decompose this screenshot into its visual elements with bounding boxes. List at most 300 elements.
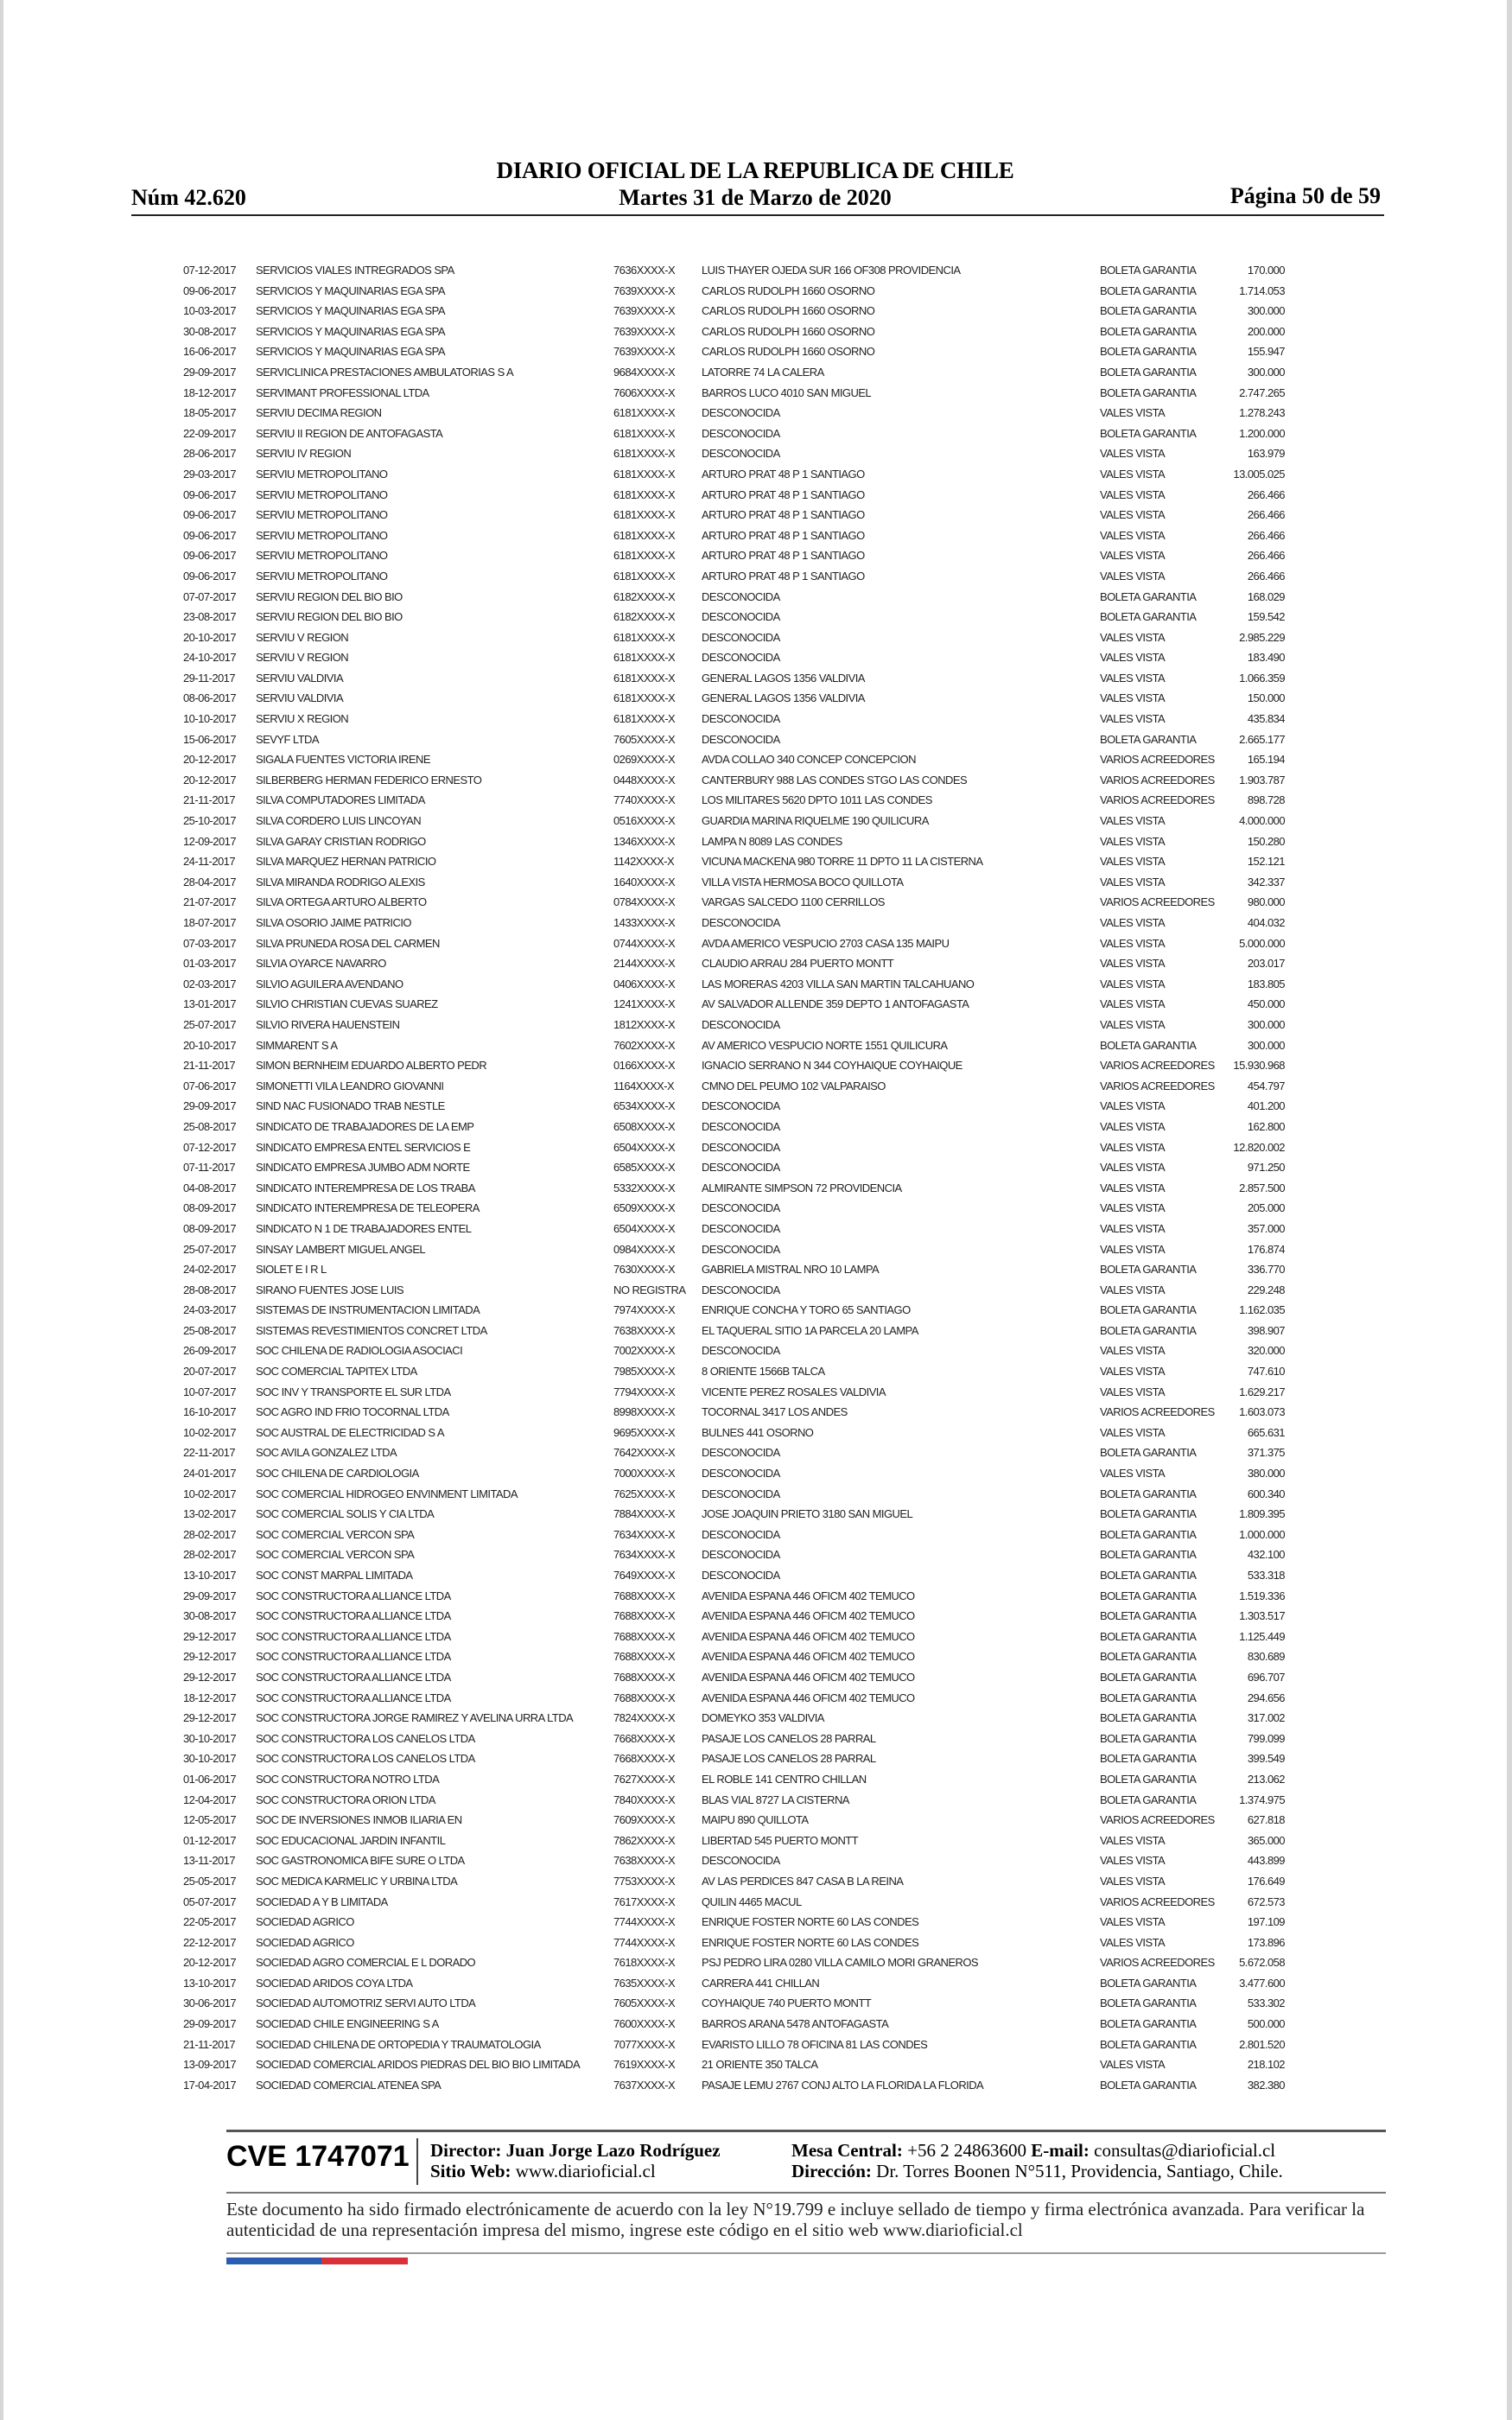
cell-address: ARTURO PRAT 48 P 1 SANTIAGO	[702, 487, 865, 501]
cell-rut: 7618XXXX-X	[613, 1956, 676, 1970]
cell-rut: 5332XXXX-X	[613, 1181, 676, 1194]
table-row	[3, 384, 1507, 404]
cell-type: VALES VISTA	[1100, 1119, 1166, 1133]
cell-date: 29-09-2017	[183, 365, 236, 379]
cell-rut: 1812XXXX-X	[613, 1017, 676, 1031]
cell-date: 29-09-2017	[183, 1099, 236, 1113]
cell-date: 07-06-2017	[183, 1079, 236, 1092]
cell-rut: 7627XXXX-X	[613, 1772, 676, 1786]
cell-rut: 7637XXXX-X	[613, 2078, 676, 2092]
cell-rut: 7630XXXX-X	[613, 1263, 676, 1277]
cell-date: 07-12-2017	[183, 264, 236, 277]
table-row	[3, 2076, 1507, 2097]
cell-rut: 7639XXXX-X	[613, 304, 676, 318]
table-row	[3, 1423, 1507, 1444]
cell-rut: 7974XXXX-X	[613, 1303, 676, 1317]
cell-type: VALES VISTA	[1100, 406, 1166, 420]
cell-type: VARIOS ACREEDORES	[1100, 1405, 1215, 1419]
cell-date: 24-10-2017	[183, 651, 236, 665]
table-row	[3, 1749, 1507, 1770]
cell-amount: 696.707	[1247, 1670, 1285, 1684]
cell-date: 12-04-2017	[183, 1793, 236, 1806]
cell-address: AVENIDA ESPANA 446 OFICM 402 TEMUCO	[702, 1670, 915, 1684]
cell-date: 28-02-2017	[183, 1548, 236, 1562]
cell-address: DESCONOCIDA	[702, 1119, 780, 1133]
cell-name: SERVIU DECIMA REGION	[256, 406, 382, 420]
cell-address: AVDA AMERICO VESPUCIO 2703 CASA 135 MAIPU	[702, 936, 950, 950]
cell-name: SOC CONSTRUCTORA NOTRO LTDA	[256, 1772, 440, 1786]
cell-address: LAMPA N 8089 LAS CONDES	[702, 834, 842, 848]
cell-address: BARROS LUCO 4010 SAN MIGUEL	[702, 385, 872, 399]
cell-name: SERVIU METROPOLITANO	[256, 467, 388, 481]
cell-amount: 15.930.968	[1233, 1059, 1285, 1073]
table-row	[3, 608, 1507, 628]
flag-red-band	[321, 2258, 408, 2264]
cell-amount: 380.000	[1247, 1467, 1285, 1481]
cell-name: SOC GASTRONOMICA BIFE SURE O LTDA	[256, 1854, 465, 1868]
cell-type: BOLETA GARANTIA	[1100, 589, 1197, 603]
cell-date: 22-05-2017	[183, 1915, 236, 1929]
table-row	[3, 588, 1507, 608]
cell-name: SINDICATO INTEREMPRESA DE TELEOPERA	[256, 1201, 480, 1215]
table-row	[3, 1872, 1507, 1893]
cell-name: SOC CONSTRUCTORA ALLIANCE LTDA	[256, 1589, 451, 1602]
issue-number: Núm 42.620	[131, 185, 246, 210]
cell-date: 10-02-2017	[183, 1425, 236, 1439]
director-name: Juan Jorge Lazo Rodríguez	[505, 2140, 721, 2161]
cell-amount: 1.162.035	[1239, 1303, 1285, 1317]
table-row	[3, 1974, 1507, 1995]
cell-address: GENERAL LAGOS 1356 VALDIVIA	[702, 691, 865, 705]
cell-amount: 200.000	[1247, 324, 1285, 338]
cell-address: VICENTE PEREZ ROSALES VALDIVIA	[702, 1385, 886, 1398]
cell-type: VALES VISTA	[1100, 1221, 1166, 1235]
cell-type: VALES VISTA	[1100, 855, 1166, 869]
cell-amount: 336.770	[1247, 1263, 1285, 1277]
cell-address: GENERAL LAGOS 1356 VALDIVIA	[702, 671, 865, 685]
cell-address: 21 ORIENTE 350 TALCA	[702, 2058, 818, 2072]
cell-date: 30-06-2017	[183, 1996, 236, 2010]
cell-type: VALES VISTA	[1100, 1854, 1166, 1868]
cell-type: VALES VISTA	[1100, 875, 1166, 888]
cell-name: SIGALA FUENTES VICTORIA IRENE	[256, 753, 430, 767]
cell-type: VALES VISTA	[1100, 834, 1166, 848]
cell-name: SOCIEDAD AGRICO	[256, 1935, 354, 1949]
cell-rut: 2144XXXX-X	[613, 957, 676, 971]
cell-amount: 165.194	[1247, 753, 1285, 767]
cell-type: VALES VISTA	[1100, 1099, 1166, 1113]
cell-type: BOLETA GARANTIA	[1100, 1263, 1197, 1277]
cell-date: 10-02-2017	[183, 1487, 236, 1500]
cell-name: SOCIEDAD AGRICO	[256, 1915, 354, 1929]
cell-rut: NO REGISTRA	[613, 1283, 686, 1296]
cell-name: SILVA ORTEGA ARTURO ALBERTO	[256, 895, 427, 909]
cell-address: PASAJE LEMU 2767 CONJ ALTO LA FLORIDA LA FLORIDA	[702, 2078, 984, 2092]
table-row	[3, 1791, 1507, 1812]
cell-amount: 266.466	[1247, 487, 1285, 501]
cell-date: 10-07-2017	[183, 1385, 236, 1398]
cell-name: SISTEMAS REVESTIMIENTOS CONCRET LTDA	[256, 1323, 487, 1337]
cell-type: VALES VISTA	[1100, 1833, 1166, 1847]
cell-date: 28-02-2017	[183, 1527, 236, 1541]
cell-date: 18-12-2017	[183, 385, 236, 399]
table-row	[3, 1485, 1507, 1506]
cell-name: SERVICIOS Y MAQUINARIAS EGA SPA	[256, 283, 445, 297]
cell-amount: 173.896	[1247, 1935, 1285, 1949]
cell-date: 23-08-2017	[183, 610, 236, 624]
cell-amount: 342.337	[1247, 875, 1285, 888]
cell-date: 18-07-2017	[183, 916, 236, 929]
cell-rut: 9684XXXX-X	[613, 365, 676, 379]
cell-address: EL TAQUERAL SITIO 1A PARCELA 20 LAMPA	[702, 1323, 918, 1337]
cell-amount: 1.903.787	[1239, 773, 1285, 786]
cell-name: SIND NAC FUSIONADO TRAB NESTLE	[256, 1099, 445, 1113]
table-row	[3, 1077, 1507, 1098]
table-row	[3, 342, 1507, 363]
cell-type: VALES VISTA	[1100, 549, 1166, 563]
cell-date: 09-06-2017	[183, 508, 236, 522]
cell-name: SOC CONSTRUCTORA ALLIANCE LTDA	[256, 1650, 451, 1664]
cell-name: SERVIU METROPOLITANO	[256, 528, 388, 542]
table-row	[3, 404, 1507, 424]
publication-date: Martes 31 de Marzo de 2020	[619, 185, 892, 210]
cell-type: VALES VISTA	[1100, 814, 1166, 828]
director-label: Director:	[430, 2140, 502, 2161]
cell-type: VARIOS ACREEDORES	[1100, 1059, 1215, 1073]
cell-rut: 7638XXXX-X	[613, 1854, 676, 1868]
table-row	[3, 486, 1507, 506]
cell-type: VARIOS ACREEDORES	[1100, 1079, 1215, 1092]
cell-address: VICUNA MACKENA 980 TORRE 11 DPTO 11 LA CISTERNA	[702, 855, 983, 869]
cell-type: VARIOS ACREEDORES	[1100, 753, 1215, 767]
cell-type: BOLETA GARANTIA	[1100, 1996, 1197, 2010]
address-label: Dirección:	[791, 2161, 872, 2181]
cell-rut: 7617XXXX-X	[613, 1895, 676, 1908]
cell-rut: 7638XXXX-X	[613, 1323, 676, 1337]
cell-name: SOC CONSTRUCTORA ALLIANCE LTDA	[256, 1609, 451, 1623]
table-row	[3, 1647, 1507, 1668]
cell-type: VALES VISTA	[1100, 528, 1166, 542]
cell-address: DESCONOCIDA	[702, 651, 780, 665]
cell-rut: 7635XXXX-X	[613, 1976, 676, 1990]
table-row	[3, 1545, 1507, 1566]
cell-rut: 6181XXXX-X	[613, 671, 676, 685]
cell-rut: 6181XXXX-X	[613, 712, 676, 726]
cell-address: DESCONOCIDA	[702, 447, 780, 461]
cell-name: SILVA MARQUEZ HERNAN PATRICIO	[256, 855, 436, 869]
cell-amount: 365.000	[1247, 1833, 1285, 1847]
cell-rut: 7753XXXX-X	[613, 1874, 676, 1888]
cell-address: DESCONOCIDA	[702, 1140, 780, 1154]
cell-rut: 6181XXXX-X	[613, 508, 676, 522]
cell-address: VARGAS SALCEDO 1100 CERRILLOS	[702, 895, 885, 909]
contact-block	[791, 2140, 1283, 2181]
cell-date: 09-06-2017	[183, 528, 236, 542]
cell-amount: 213.062	[1247, 1772, 1285, 1786]
cell-address: 8 ORIENTE 1566B TALCA	[702, 1365, 825, 1379]
cell-date: 10-10-2017	[183, 712, 236, 726]
table-row	[3, 1933, 1507, 1954]
cell-address: PASAJE LOS CANELOS 28 PARRAL	[702, 1752, 876, 1766]
cell-type: BOLETA GARANTIA	[1100, 610, 1197, 624]
flag-blue-band	[226, 2258, 321, 2264]
footer-divider	[416, 2138, 418, 2185]
table-row	[3, 975, 1507, 996]
cell-type: VARIOS ACREEDORES	[1100, 1956, 1215, 1970]
table-row	[3, 302, 1507, 322]
cell-address: AV LAS PERDICES 847 CASA B LA REINA	[702, 1874, 904, 1888]
table-row	[3, 526, 1507, 547]
cell-address: ARTURO PRAT 48 P 1 SANTIAGO	[702, 528, 865, 542]
table-row	[3, 1281, 1507, 1302]
cell-name: SOCIEDAD AUTOMOTRIZ SERVI AUTO LTDA	[256, 1996, 476, 2010]
cell-type: BOLETA GARANTIA	[1100, 1691, 1197, 1704]
cell-address: EVARISTO LILLO 78 OFICINA 81 LAS CONDES	[702, 2037, 928, 2051]
table-row	[3, 1953, 1507, 1974]
table-row	[3, 2055, 1507, 2076]
table-row	[3, 1668, 1507, 1689]
cell-amount: 1.714.053	[1239, 283, 1285, 297]
cell-date: 09-06-2017	[183, 283, 236, 297]
cell-date: 29-11-2017	[183, 671, 236, 685]
cell-date: 28-06-2017	[183, 447, 236, 461]
cell-amount: 300.000	[1247, 1017, 1285, 1031]
cell-date: 24-11-2017	[183, 855, 236, 869]
cell-address: ENRIQUE CONCHA Y TORO 65 SANTIAGO	[702, 1303, 911, 1317]
cell-address: AVDA COLLAO 340 CONCEP CONCEPCION	[702, 753, 916, 767]
cell-rut: 7000XXXX-X	[613, 1467, 676, 1481]
table-row	[3, 1607, 1507, 1627]
cell-type: BOLETA GARANTIA	[1100, 1670, 1197, 1684]
cell-name: SILVA CORDERO LUIS LINCOYAN	[256, 814, 422, 828]
cell-rut: 6182XXXX-X	[613, 589, 676, 603]
cell-rut: 0984XXXX-X	[613, 1242, 676, 1256]
cell-date: 29-12-2017	[183, 1650, 236, 1664]
table-row	[3, 1729, 1507, 1750]
cell-address: DESCONOCIDA	[702, 1487, 780, 1500]
cell-date: 18-05-2017	[183, 406, 236, 420]
cell-name: SOC COMERCIAL HIDROGEO ENVINMENT LIMITADA	[256, 1487, 518, 1500]
cell-address: EL ROBLE 141 CENTRO CHILLAN	[702, 1772, 867, 1786]
cell-rut: 6181XXXX-X	[613, 467, 676, 481]
page-number: Página 50 de 59	[1229, 183, 1381, 208]
cell-type: VALES VISTA	[1100, 447, 1166, 461]
cell-amount: 150.000	[1247, 691, 1285, 705]
cell-amount: 1.278.243	[1239, 406, 1285, 420]
cell-date: 12-09-2017	[183, 834, 236, 848]
cell-address: DESCONOCIDA	[702, 732, 780, 746]
cell-amount: 398.907	[1247, 1323, 1285, 1337]
cell-amount: 1.809.395	[1239, 1507, 1285, 1521]
cell-amount: 150.280	[1247, 834, 1285, 848]
table-row	[3, 1383, 1507, 1404]
table-row	[3, 1831, 1507, 1852]
cell-name: SEVYF LTDA	[256, 732, 320, 746]
cell-name: SERVIU VALDIVIA	[256, 691, 344, 705]
cell-amount: 435.834	[1247, 712, 1285, 726]
cell-amount: 170.000	[1247, 264, 1285, 277]
cell-rut: 0166XXXX-X	[613, 1059, 676, 1073]
cell-date: 29-09-2017	[183, 2017, 236, 2031]
cell-amount: 2.747.265	[1239, 385, 1285, 399]
cell-address: BLAS VIAL 8727 LA CISTERNA	[702, 1793, 849, 1806]
cell-date: 08-06-2017	[183, 691, 236, 705]
cell-address: CANTERBURY 988 LAS CONDES STGO LAS CONDES	[702, 773, 968, 786]
cell-rut: 7606XXXX-X	[613, 385, 676, 399]
cell-rut: 7884XXXX-X	[613, 1507, 676, 1521]
table-row	[3, 546, 1507, 567]
table-row	[3, 771, 1507, 792]
cell-type: BOLETA GARANTIA	[1100, 264, 1197, 277]
cell-type: VALES VISTA	[1100, 712, 1166, 726]
cell-address: AVENIDA ESPANA 446 OFICM 402 TEMUCO	[702, 1691, 915, 1704]
cell-date: 25-10-2017	[183, 814, 236, 828]
cell-name: SOC CONSTRUCTORA LOS CANELOS LTDA	[256, 1731, 475, 1745]
cell-amount: 971.250	[1247, 1161, 1285, 1175]
cell-amount: 1.303.517	[1239, 1609, 1285, 1623]
table-row	[3, 689, 1507, 710]
table-row	[3, 1505, 1507, 1525]
cell-name: SOC COMERCIAL TAPITEX LTDA	[256, 1365, 417, 1379]
cell-name: SERVIU METROPOLITANO	[256, 508, 388, 522]
cell-amount: 266.466	[1247, 528, 1285, 542]
cell-date: 10-03-2017	[183, 304, 236, 318]
cell-address: DESCONOCIDA	[702, 1527, 780, 1541]
cell-type: BOLETA GARANTIA	[1100, 1609, 1197, 1623]
cell-type: BOLETA GARANTIA	[1100, 345, 1197, 359]
cell-rut: 7625XXXX-X	[613, 1487, 676, 1500]
cell-address: LUIS THAYER OJEDA SUR 166 OF308 PROVIDENCIA	[702, 264, 961, 277]
table-row	[3, 1199, 1507, 1220]
table-row	[3, 1016, 1507, 1036]
cell-name: SERVIU X REGION	[256, 712, 349, 726]
footer-rule-bottom	[226, 2252, 1386, 2254]
cell-type: BOLETA GARANTIA	[1100, 1731, 1197, 1745]
cell-address: DESCONOCIDA	[702, 1161, 780, 1175]
table-row	[3, 1709, 1507, 1729]
publication-title: DIARIO OFICIAL DE LA REPUBLICA DE CHILE	[496, 157, 1014, 183]
cell-rut: 7639XXXX-X	[613, 324, 676, 338]
cell-address: CARLOS RUDOLPH 1660 OSORNO	[702, 304, 875, 318]
cell-name: SOC MEDICA KARMELIC Y URBINA LTDA	[256, 1874, 458, 1888]
cell-address: MAIPU 890 QUILLOTA	[702, 1813, 809, 1827]
cell-type: VALES VISTA	[1100, 1365, 1166, 1379]
cell-address: TOCORNAL 3417 LOS ANDES	[702, 1405, 848, 1419]
cell-type: VALES VISTA	[1100, 1385, 1166, 1398]
cell-rut: 6504XXXX-X	[613, 1221, 676, 1235]
cell-name: SERVICIOS VIALES INTREGRADOS SPA	[256, 264, 454, 277]
cell-address: AVENIDA ESPANA 446 OFICM 402 TEMUCO	[702, 1589, 915, 1602]
cell-amount: 371.375	[1247, 1446, 1285, 1460]
table-row	[3, 995, 1507, 1016]
cell-rut: 7634XXXX-X	[613, 1548, 676, 1562]
cell-date: 20-12-2017	[183, 753, 236, 767]
cell-rut: 7077XXXX-X	[613, 2037, 676, 2051]
cell-date: 28-04-2017	[183, 875, 236, 888]
cell-address: CARLOS RUDOLPH 1660 OSORNO	[702, 324, 875, 338]
cell-rut: 7649XXXX-X	[613, 1569, 676, 1582]
cell-type: VALES VISTA	[1100, 630, 1166, 644]
email-link[interactable]: consultas@diarioficial.cl	[1094, 2140, 1276, 2161]
cell-type: BOLETA GARANTIA	[1100, 1650, 1197, 1664]
cell-rut: 7744XXXX-X	[613, 1935, 676, 1949]
cell-type: VARIOS ACREEDORES	[1100, 895, 1215, 909]
cell-address: PASAJE LOS CANELOS 28 PARRAL	[702, 1731, 876, 1745]
cell-name: SINDICATO INTEREMPRESA DE LOS TRABA	[256, 1181, 475, 1194]
cell-type: BOLETA GARANTIA	[1100, 1487, 1197, 1500]
cell-type: BOLETA GARANTIA	[1100, 283, 1197, 297]
cell-address: GABRIELA MISTRAL NRO 10 LAMPA	[702, 1263, 880, 1277]
cell-address: PSJ PEDRO LIRA 0280 VILLA CAMILO MORI GRANEROS	[702, 1956, 979, 1970]
cell-address: ENRIQUE FOSTER NORTE 60 LAS CONDES	[702, 1915, 919, 1929]
cell-type: VALES VISTA	[1100, 1935, 1166, 1949]
site-link[interactable]: www.diarioficial.cl	[515, 2161, 656, 2181]
cell-address: AVENIDA ESPANA 446 OFICM 402 TEMUCO	[702, 1650, 915, 1664]
cell-date: 24-03-2017	[183, 1303, 236, 1317]
cell-amount: 2.665.177	[1239, 732, 1285, 746]
cell-name: SERVIU REGION DEL BIO BIO	[256, 610, 403, 624]
cell-name: SOC CONSTRUCTORA ALLIANCE LTDA	[256, 1629, 451, 1643]
cell-type: VALES VISTA	[1100, 1283, 1166, 1296]
cell-type: BOLETA GARANTIA	[1100, 304, 1197, 318]
cell-amount: 183.490	[1247, 651, 1285, 665]
cell-type: VALES VISTA	[1100, 569, 1166, 583]
cell-date: 01-06-2017	[183, 1772, 236, 1786]
cell-rut: 7619XXXX-X	[613, 2058, 676, 2072]
cell-rut: 7688XXXX-X	[613, 1629, 676, 1643]
cell-date: 30-08-2017	[183, 1609, 236, 1623]
cell-address: DESCONOCIDA	[702, 1854, 780, 1868]
cell-rut: 7688XXXX-X	[613, 1670, 676, 1684]
table-row	[3, 873, 1507, 894]
cell-date: 13-10-2017	[183, 1569, 236, 1582]
cell-amount: 203.017	[1247, 957, 1285, 971]
cell-amount: 2.857.500	[1239, 1181, 1285, 1194]
cell-amount: 218.102	[1247, 2058, 1285, 2072]
cell-amount: 1.519.336	[1239, 1589, 1285, 1602]
cell-date: 29-09-2017	[183, 1589, 236, 1602]
cell-date: 13-02-2017	[183, 1507, 236, 1521]
cell-date: 20-10-2017	[183, 630, 236, 644]
cell-date: 25-08-2017	[183, 1323, 236, 1337]
cell-date: 28-08-2017	[183, 1283, 236, 1296]
table-row	[3, 1770, 1507, 1791]
cell-amount: 162.800	[1247, 1119, 1285, 1133]
cell-name: SINSAY LAMBERT MIGUEL ANGEL	[256, 1242, 426, 1256]
cell-rut: 0269XXXX-X	[613, 753, 676, 767]
cell-name: SERVIU V REGION	[256, 630, 349, 644]
cell-type: BOLETA GARANTIA	[1100, 1711, 1197, 1725]
cell-address: ALMIRANTE SIMPSON 72 PROVIDENCIA	[702, 1181, 902, 1194]
cell-rut: 0784XXXX-X	[613, 895, 676, 909]
table-row	[3, 1566, 1507, 1587]
table-row	[3, 1056, 1507, 1077]
cell-name: SILVIO CHRISTIAN CUEVAS SUAREZ	[256, 997, 438, 1011]
cell-amount: 1.629.217	[1239, 1385, 1285, 1398]
table-row	[3, 282, 1507, 302]
cell-name: SOC COMERCIAL VERCON SPA	[256, 1548, 415, 1562]
cell-name: SOC COMERCIAL VERCON SPA	[256, 1527, 415, 1541]
cell-address: QUILIN 4465 MACUL	[702, 1895, 802, 1908]
cell-date: 07-12-2017	[183, 1140, 236, 1154]
cell-rut: 6181XXXX-X	[613, 651, 676, 665]
cell-rut: 7639XXXX-X	[613, 345, 676, 359]
cell-name: SILVA COMPUTADORES LIMITADA	[256, 793, 425, 807]
cell-amount: 176.649	[1247, 1874, 1285, 1888]
cell-address: DESCONOCIDA	[702, 712, 780, 726]
cell-address: COYHAIQUE 740 PUERTO MONTT	[702, 1996, 872, 2010]
cell-type: VALES VISTA	[1100, 1201, 1166, 1215]
